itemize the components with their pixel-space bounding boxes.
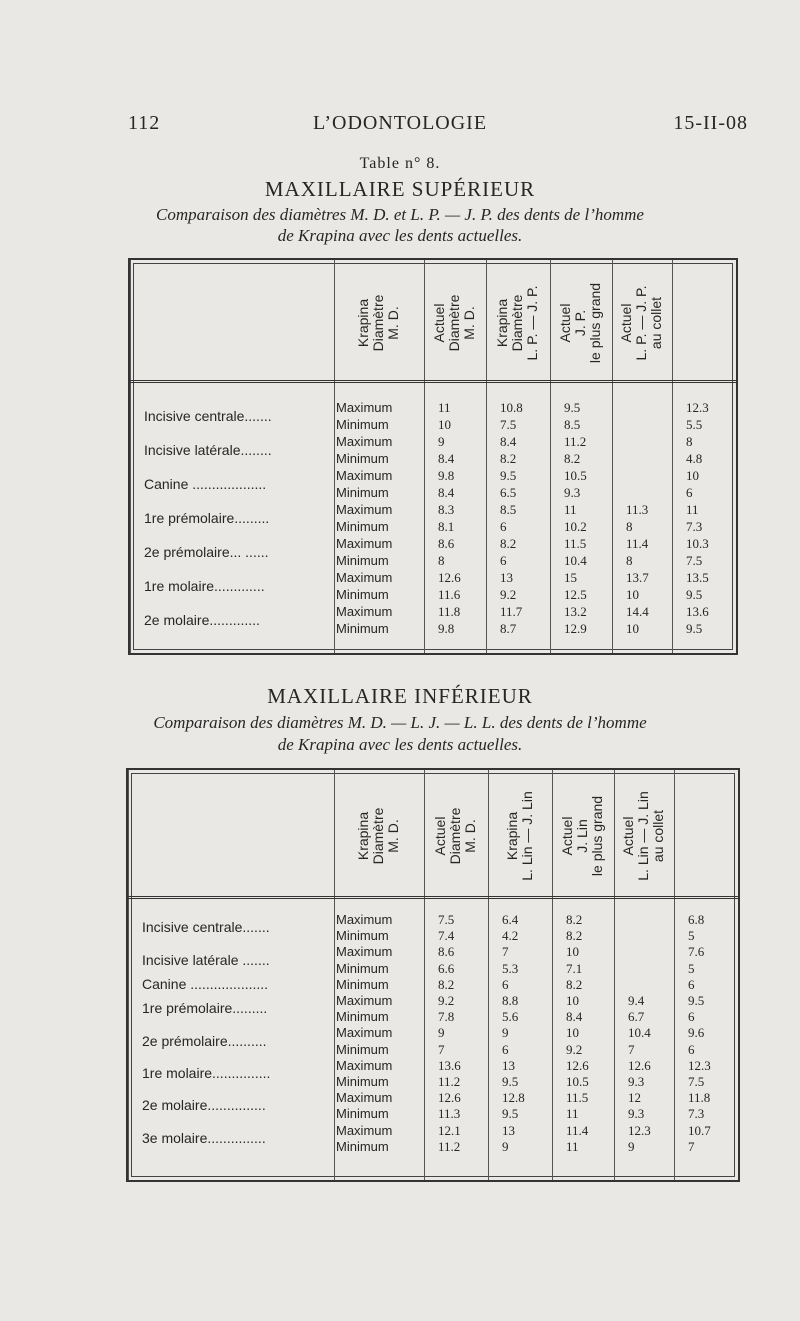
column-heading-1: Krapina — [355, 811, 371, 861]
cell-value: 12.6 — [628, 1057, 651, 1073]
lower-subtitle-2: de Krapina avec les dents actuelles. — [277, 735, 523, 754]
cell-value: 4.2 — [502, 928, 519, 944]
cell-value: 8.1 — [438, 519, 455, 534]
cell-value: 10 — [626, 621, 639, 636]
column-heading-2: M. D. — [462, 819, 478, 853]
cell-value: 8.6 — [438, 536, 455, 551]
cell-value: 5 — [688, 960, 695, 976]
cell-value: 10.2 — [564, 519, 587, 534]
cell-value: 7 — [628, 1041, 635, 1057]
cell-value: 13 — [500, 570, 513, 585]
cell-value: 6 — [502, 1041, 509, 1057]
cell-value: 9.3 — [628, 1074, 645, 1089]
cell-value: 14.4 — [626, 604, 649, 619]
cell-value: 7.5 — [688, 1074, 705, 1089]
tooth-name: Canine .................... — [142, 975, 269, 992]
tooth-name: 2e molaire............. — [144, 612, 260, 628]
cell-value: 12.5 — [564, 587, 587, 602]
maximum-label: Maximum — [336, 1090, 393, 1106]
column-heading-2: Diamètre — [446, 294, 462, 352]
cell-value: 7.5 — [686, 553, 703, 568]
cell-value: 9.2 — [566, 1041, 583, 1057]
cell-value: 11 — [438, 400, 451, 415]
cell-value: 9.2 — [500, 587, 517, 602]
cell-value: 11.2 — [438, 1074, 461, 1089]
cell-value: 9 — [628, 1138, 635, 1154]
column-divider — [128, 770, 129, 1180]
tooth-name: 2e molaire............... — [142, 1097, 266, 1114]
maximum-label: Maximum — [336, 434, 393, 449]
header-divider — [130, 380, 736, 383]
cell-value: 10.5 — [566, 1074, 589, 1089]
cell-value: 10.3 — [686, 536, 709, 551]
cell-value: 12.9 — [564, 621, 587, 636]
cell-value: 8.2 — [500, 536, 517, 551]
cell-value: 8.4 — [566, 1009, 583, 1025]
cell-value: 8.4 — [438, 485, 455, 500]
column-divider — [674, 770, 675, 1180]
cell-value: 9 — [438, 1025, 445, 1041]
column-divider — [612, 260, 613, 653]
cell-value: 8.8 — [502, 993, 519, 1008]
cell-value: 6.6 — [438, 960, 455, 976]
cell-value: 8.4 — [500, 434, 517, 449]
cell-value: 7.5 — [438, 912, 455, 927]
maximum-label: Maximum — [336, 912, 393, 927]
cell-value: 12 — [628, 1090, 641, 1106]
cell-value: 9 — [502, 1025, 509, 1041]
cell-value: 6 — [500, 519, 507, 534]
maximum-label: Maximum — [336, 1122, 393, 1138]
cell-value: 13.5 — [686, 570, 709, 585]
cell-value: 9.3 — [628, 1106, 645, 1122]
cell-value: 11.2 — [564, 434, 587, 449]
column-heading-1: Krapina — [355, 298, 371, 348]
tooth-name: 1re prémolaire......... — [142, 1000, 268, 1017]
column-heading-2: Actuel — [431, 303, 447, 343]
cell-value: 10.4 — [628, 1025, 651, 1041]
cell-value: 11.5 — [566, 1090, 589, 1106]
maximum-label: Maximum — [336, 1057, 393, 1073]
maximum-label: Maximum — [336, 400, 393, 415]
cell-value: 10 — [438, 417, 451, 432]
cell-value: 7 — [438, 1041, 445, 1057]
cell-value: 8 — [438, 553, 445, 568]
maximum-label: Maximum — [336, 993, 393, 1008]
cell-value: 8.2 — [564, 451, 581, 466]
minimum-label: Minimum — [336, 519, 389, 534]
cell-value: 11 — [566, 1106, 579, 1122]
upper-subtitle-1: Comparaison des diamètres M. D. et L. P. — J. P. des dents de l’homme — [156, 205, 644, 224]
tooth-name: Incisive centrale....... — [142, 919, 270, 936]
tooth-name: Incisive centrale....... — [144, 408, 272, 424]
cell-value: 8.7 — [500, 621, 517, 636]
cell-value: 6.4 — [502, 912, 519, 927]
cell-value: 6.7 — [628, 1009, 645, 1025]
column-divider — [130, 260, 131, 653]
column-heading-5: au collet — [650, 809, 666, 863]
cell-value: 6 — [688, 976, 695, 992]
column-heading-1: Diamètre — [370, 807, 386, 865]
cell-value: 6 — [688, 1009, 695, 1025]
cell-value: 8.2 — [500, 451, 517, 466]
upper-table — [128, 258, 738, 655]
column-heading-1: M. D. — [385, 819, 401, 853]
cell-value: 11.5 — [564, 536, 587, 551]
column-heading-4: J. P. — [572, 309, 588, 337]
column-divider — [488, 770, 489, 1180]
cell-value: 10.7 — [688, 1122, 711, 1138]
minimum-label: Minimum — [336, 960, 389, 976]
minimum-label: Minimum — [336, 976, 389, 992]
lower-table — [126, 768, 740, 1182]
cell-value: 7.4 — [438, 928, 455, 944]
cell-value: 13 — [502, 1057, 515, 1073]
cell-value: 8.5 — [564, 417, 581, 432]
cell-value: 12.3 — [628, 1122, 651, 1138]
cell-value: 6.8 — [688, 912, 705, 927]
cell-value: 9.5 — [500, 468, 517, 483]
cell-value: 8 — [686, 434, 693, 449]
minimum-label: Minimum — [336, 1138, 389, 1154]
header-divider — [128, 896, 738, 899]
column-heading-2: Diamètre — [447, 807, 463, 865]
cell-value: 5.5 — [686, 417, 703, 432]
journal-title: L’ODONTOLOGIE — [312, 112, 488, 134]
cell-value: 9.3 — [564, 485, 581, 500]
column-heading-4: Actuel — [557, 303, 573, 343]
maximum-label: Maximum — [336, 944, 393, 960]
tooth-name: 2e prémolaire.......... — [142, 1032, 267, 1049]
cell-value: 8.3 — [438, 502, 455, 517]
cell-value: 10.8 — [500, 400, 523, 415]
column-divider — [334, 770, 335, 1180]
cell-value: 10 — [566, 1025, 579, 1041]
cell-value: 13.6 — [686, 604, 709, 619]
cell-value: 6 — [686, 485, 693, 500]
cell-value: 15 — [564, 570, 577, 585]
cell-value: 7.3 — [686, 519, 703, 534]
column-heading-5: L. Lin — J. Lin — [635, 791, 651, 881]
cell-value: 9.5 — [686, 587, 703, 602]
cell-value: 11.3 — [626, 502, 649, 517]
cell-value: 8 — [626, 553, 633, 568]
cell-value: 6 — [502, 976, 509, 992]
cell-value: 10.4 — [564, 553, 587, 568]
cell-value: 9.5 — [686, 621, 703, 636]
cell-value: 12.3 — [686, 400, 709, 415]
tooth-name: 1re prémolaire......... — [144, 510, 270, 526]
tooth-name: 3e molaire............... — [142, 1129, 266, 1146]
column-heading-3: Krapina — [494, 298, 510, 348]
cell-value: 9.5 — [688, 993, 705, 1008]
cell-value: 8.2 — [566, 976, 583, 992]
minimum-label: Minimum — [336, 1074, 389, 1089]
cell-value: 11.8 — [688, 1090, 711, 1106]
column-heading-1: Diamètre — [370, 294, 386, 352]
column-divider — [424, 770, 425, 1180]
minimum-label: Minimum — [336, 417, 389, 432]
cell-value: 9.8 — [438, 621, 455, 636]
cell-value: 11.3 — [438, 1106, 461, 1122]
maximum-label: Maximum — [336, 570, 393, 585]
maximum-label: Maximum — [336, 468, 393, 483]
tooth-name: Canine ................... — [144, 476, 267, 492]
cell-value: 11 — [564, 502, 577, 517]
tooth-name: Incisive latérale........ — [144, 442, 272, 458]
cell-value: 10 — [566, 944, 579, 960]
cell-value: 8.2 — [566, 912, 583, 927]
cell-value: 5.6 — [502, 1009, 519, 1025]
page-number: 112 — [128, 112, 161, 134]
maximum-label: Maximum — [336, 1025, 393, 1041]
column-heading-2: M. D. — [461, 306, 477, 340]
minimum-label: Minimum — [336, 553, 389, 568]
cell-value: 13.2 — [564, 604, 587, 619]
column-divider — [672, 260, 673, 653]
cell-value: 7.1 — [566, 960, 583, 976]
column-heading-3: L. P. — J. P. — [524, 285, 540, 361]
minimum-label: Minimum — [336, 928, 389, 944]
cell-value: 9.5 — [502, 1106, 519, 1122]
column-divider — [550, 260, 551, 653]
cell-value: 8.2 — [566, 928, 583, 944]
cell-value: 11 — [566, 1138, 579, 1154]
minimum-label: Minimum — [336, 1009, 389, 1025]
cell-value: 10 — [626, 587, 639, 602]
cell-value: 11.2 — [438, 1138, 461, 1154]
cell-value: 5.3 — [502, 960, 519, 976]
cell-value: 8.5 — [500, 502, 517, 517]
cell-value: 9 — [502, 1138, 509, 1154]
cell-value: 6 — [500, 553, 507, 568]
cell-value: 9.4 — [628, 993, 645, 1008]
cell-value: 11.6 — [438, 587, 461, 602]
lower-subtitle-1: Comparaison des diamètres M. D. — L. J. — L. L. des dents de l’homme — [153, 713, 647, 732]
column-heading-4: le plus grand — [587, 282, 603, 364]
issue-date: 15-II-08 — [673, 112, 748, 134]
lower-title: MAXILLAIRE INFÉRIEUR — [267, 684, 533, 708]
column-heading-5: L. P. — J. P. — [633, 285, 649, 361]
tooth-name: 1re molaire............. — [144, 578, 265, 594]
cell-value: 8.2 — [438, 976, 455, 992]
maximum-label: Maximum — [336, 502, 393, 517]
cell-value: 7.6 — [688, 944, 705, 960]
cell-value: 11 — [686, 502, 699, 517]
upper-title: MAXILLAIRE SUPÉRIEUR — [264, 177, 536, 201]
maximum-label: Maximum — [336, 536, 393, 551]
cell-value: 10 — [566, 993, 579, 1008]
cell-value: 7.8 — [438, 1009, 455, 1025]
column-divider — [424, 260, 425, 653]
cell-value: 7 — [502, 944, 509, 960]
minimum-label: Minimum — [336, 485, 389, 500]
cell-value: 12.6 — [438, 570, 461, 585]
column-heading-3: Diamètre — [509, 294, 525, 352]
cell-value: 9.5 — [564, 400, 581, 415]
cell-value: 6 — [688, 1041, 695, 1057]
cell-value: 13.7 — [626, 570, 649, 585]
column-heading-1: M. D. — [385, 306, 401, 340]
cell-value: 11.4 — [626, 536, 649, 551]
column-heading-4: le plus grand — [589, 795, 605, 877]
column-divider — [486, 260, 487, 653]
cell-value: 9.6 — [688, 1025, 705, 1041]
cell-value: 11.8 — [438, 604, 461, 619]
column-heading-4: Actuel — [559, 816, 575, 856]
cell-value: 10.5 — [564, 468, 587, 483]
cell-value: 7 — [688, 1138, 695, 1154]
cell-value: 13 — [502, 1122, 515, 1138]
column-divider — [552, 770, 553, 1180]
cell-value: 4.8 — [686, 451, 703, 466]
tooth-name: 1re molaire............... — [142, 1065, 271, 1081]
minimum-label: Minimum — [336, 1041, 389, 1057]
cell-value: 13.6 — [438, 1057, 461, 1073]
cell-value: 12.3 — [688, 1057, 711, 1073]
cell-value: 9.2 — [438, 993, 455, 1008]
column-divider — [334, 260, 335, 653]
cell-value: 9.5 — [502, 1074, 519, 1089]
column-heading-4: J. Lin — [574, 819, 590, 853]
cell-value: 12.1 — [438, 1122, 461, 1138]
column-heading-2: Actuel — [432, 816, 448, 856]
tooth-name: Incisive latérale ....... — [142, 951, 270, 968]
minimum-label: Minimum — [336, 587, 389, 602]
column-heading-5: au collet — [648, 296, 664, 350]
cell-value: 12.8 — [502, 1090, 525, 1106]
cell-value: 12.6 — [566, 1057, 589, 1073]
cell-value: 12.6 — [438, 1090, 461, 1106]
minimum-label: Minimum — [336, 621, 389, 636]
cell-value: 8.4 — [438, 451, 455, 466]
column-heading-3: L. Lin — J. Lin — [518, 791, 535, 881]
column-heading-3: Krapina — [503, 811, 520, 861]
column-divider — [614, 770, 615, 1180]
cell-value: 7.3 — [688, 1106, 705, 1122]
cell-value: 11.4 — [566, 1122, 589, 1138]
minimum-label: Minimum — [336, 451, 389, 466]
cell-value: 6.5 — [500, 485, 517, 500]
cell-value: 8 — [626, 519, 633, 534]
tooth-name: 2e prémolaire... ...... — [144, 544, 269, 560]
column-heading-5: Actuel — [620, 816, 636, 856]
cell-value: 11.7 — [500, 604, 523, 619]
upper-subtitle-2: de Krapina avec les dents actuelles. — [277, 226, 523, 245]
table-label: Table n° 8. — [359, 155, 441, 172]
cell-value: 7.5 — [500, 417, 517, 432]
column-heading-5: Actuel — [618, 303, 634, 343]
cell-value: 9.8 — [438, 468, 455, 483]
maximum-label: Maximum — [336, 604, 393, 619]
minimum-label: Minimum — [336, 1106, 389, 1122]
cell-value: 8.6 — [438, 944, 455, 960]
cell-value: 9 — [438, 434, 445, 449]
cell-value: 10 — [686, 468, 699, 483]
cell-value: 5 — [688, 928, 695, 944]
